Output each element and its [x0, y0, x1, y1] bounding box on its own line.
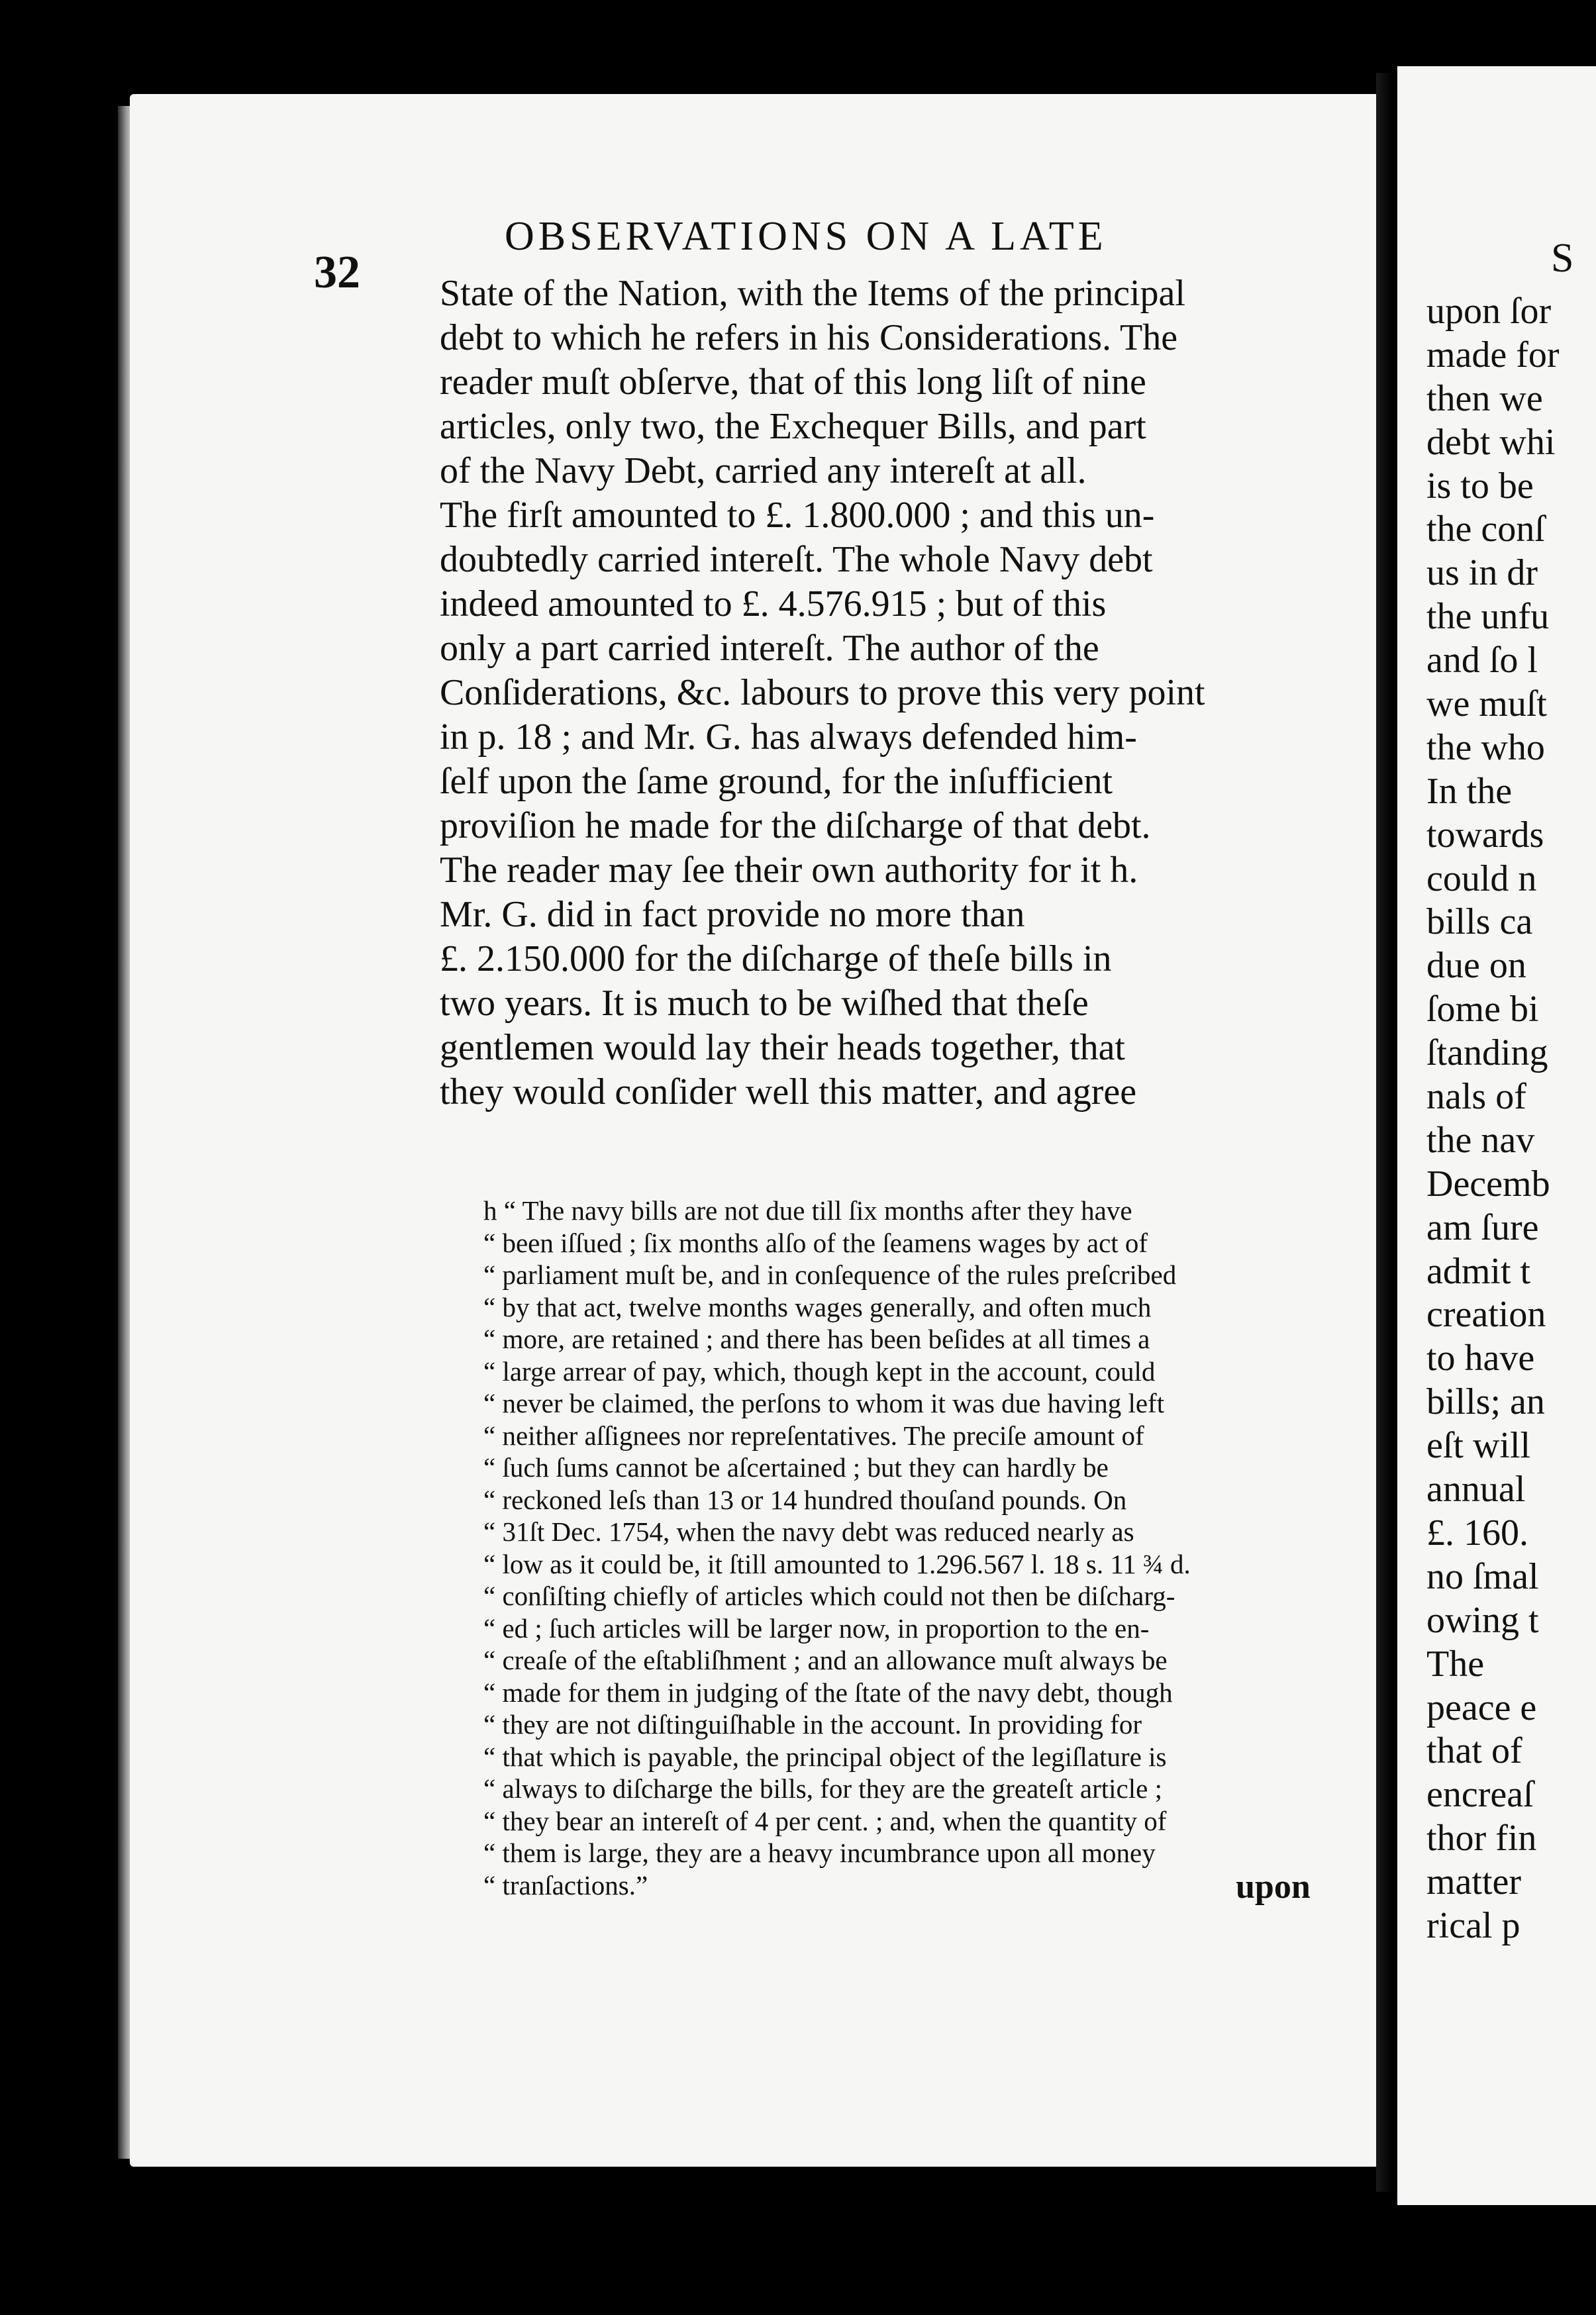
footnote-line: “ never be claimed, the perſons to whom it was due having left — [483, 1388, 1165, 1418]
right-line: matter — [1426, 1861, 1522, 1903]
right-line: bills ca — [1426, 901, 1533, 943]
right-line: thor fin — [1426, 1818, 1537, 1859]
right-page-text — [1426, 290, 1567, 1948]
right-line: is to be — [1426, 465, 1534, 507]
right-line: nals of — [1426, 1076, 1526, 1118]
right-line: owing t — [1426, 1599, 1539, 1641]
footnote-line: “ that which is payable, the principal object of the legiſlature is — [483, 1741, 1167, 1772]
footnote-line: “ neither aſſignees nor repreſentatives. The preciſe amount of — [483, 1420, 1144, 1451]
footnote — [483, 1195, 1319, 1901]
right-line: am ſure — [1426, 1207, 1539, 1248]
body-line: Mr. G. did in fact provide no more than — [440, 894, 1025, 935]
right-line: due on — [1426, 945, 1526, 987]
body-line: indeed amounted to £. 4.576.915 ; but of this — [440, 583, 1107, 624]
body-line: £. 2.150.000 for the diſcharge of theſe bills in — [440, 938, 1112, 979]
right-line: annual — [1426, 1469, 1526, 1510]
right-line: bills; an — [1426, 1381, 1545, 1423]
right-line: encreaſ — [1426, 1774, 1534, 1816]
right-line: no ſmal — [1426, 1555, 1539, 1597]
right-line: the unfu — [1426, 596, 1550, 638]
body-text — [440, 271, 1301, 1114]
body-line: ſelf upon the ſame ground, for the inſufficient — [440, 761, 1113, 802]
footnote-line: “ ſuch ſums cannot be aſcertained ; but they can hardly be — [483, 1452, 1109, 1483]
body-line: in p. 18 ; and Mr. G. has always defended him- — [440, 716, 1137, 758]
right-line: the conſ — [1426, 509, 1545, 550]
right-line: £. 160. — [1426, 1512, 1528, 1553]
right-line: the nav — [1426, 1119, 1535, 1161]
footnote-line: “ low as it could be, it ſtill amounted to 1.296.567 l. 18 s. 11 ¾ d. — [483, 1548, 1191, 1579]
right-page-head: S — [1551, 236, 1574, 281]
body-line: two years. It is much to be wiſhed that theſe — [440, 983, 1089, 1024]
footnote-line: “ creaſe of the eſtabliſhment ; and an allowance muſt always be — [483, 1645, 1168, 1675]
body-line: doubtedly carried intereſt. The whole Navy debt — [440, 539, 1153, 580]
footnote-line: “ they bear an intereſt of 4 per cent. ; and, when the quantity of — [483, 1805, 1167, 1836]
page-number: 32 — [314, 247, 360, 298]
footnote-line: “ reckoned leſs than 13 or 14 hundred thouſand pounds. On — [483, 1484, 1127, 1515]
right-line: made for — [1426, 334, 1560, 375]
right-line: upon ſor — [1426, 291, 1552, 332]
right-line: to have — [1426, 1338, 1535, 1379]
footnote-line: “ 31ſt Dec. 1754, when the navy debt was reduced nearly as — [483, 1516, 1134, 1547]
body-line: Conſiderations, &c. labours to prove this very point — [440, 672, 1205, 713]
right-line: In the — [1426, 770, 1513, 812]
right-line: the who — [1426, 726, 1545, 768]
body-line: gentlemen would lay their heads together, that — [440, 1027, 1125, 1068]
footnote-line: “ them is large, they are a heavy incumbrance upon all money — [483, 1838, 1156, 1868]
body-line: The reader may ſee their own authority for it h. — [440, 850, 1138, 891]
right-line: and ſo l — [1426, 640, 1538, 681]
right-line: admit t — [1426, 1250, 1531, 1292]
right-line: rical p — [1426, 1904, 1521, 1946]
catchword: upon — [1236, 1868, 1311, 1906]
footnote-line: “ more, are retained ; and there has been beſides at all times a — [483, 1324, 1150, 1354]
right-line: ſtanding — [1426, 1032, 1548, 1074]
footnote-line: “ been iſſued ; ſix months alſo of the ſeamens wages by act of — [483, 1227, 1148, 1258]
footnote-line: “ conſiſting chiefly of articles which could not then be diſcharg- — [483, 1581, 1175, 1611]
footnote-line: “ ed ; ſuch articles will be larger now, in proportion to the en- — [483, 1612, 1150, 1644]
right-line: debt whi — [1426, 421, 1556, 463]
footnote-line: “ they are not diſtinguiſhable in the account. In providing for — [483, 1709, 1142, 1740]
right-line: creation — [1426, 1294, 1546, 1336]
right-line: then we — [1426, 377, 1543, 419]
body-line: State of the Nation, with the Items of the principal — [440, 273, 1185, 314]
body-line: they would conſider well this matter, and agree — [440, 1071, 1137, 1112]
right-line: peace e — [1426, 1687, 1537, 1728]
right-line: that of — [1426, 1730, 1522, 1772]
footnote-line: “ large arrear of pay, which, though kept in the account, could — [483, 1355, 1156, 1387]
footnote-line: “ made for them in judging of the ſtate of the navy debt, though — [483, 1677, 1173, 1708]
body-line: The firſt amounted to £. 1.800.000 ; and this un- — [440, 495, 1155, 536]
body-line: debt to which he refers in his Considerations. The — [440, 317, 1178, 358]
right-line: Decemb — [1426, 1163, 1550, 1205]
body-line: only a part carried intereſt. The author of the — [440, 628, 1099, 669]
body-line: proviſion he made for the diſcharge of that debt. — [440, 805, 1151, 846]
footnote-line: “ by that act, twelve months wages generally, and often much — [483, 1291, 1152, 1322]
body-line: of the Navy Debt, carried any intereſt at all. — [440, 450, 1087, 491]
right-line: us in dr — [1426, 552, 1538, 594]
body-line: reader muſt obſerve, that of this long liſt of nine — [440, 362, 1146, 403]
footnote-line: “ always to diſcharge the bills, for they are the greateſt article ; — [483, 1773, 1162, 1804]
footnote-line: h “ The navy bills are not due till ſix months after they have — [483, 1195, 1132, 1226]
right-line: The — [1426, 1643, 1485, 1685]
footnote-line: “ tranſactions.” — [483, 1869, 648, 1900]
right-line: towards — [1426, 814, 1544, 856]
right-line: could n — [1426, 858, 1537, 899]
right-line: ſome bi — [1426, 989, 1539, 1030]
right-line: eſt will — [1426, 1425, 1531, 1467]
footnote-line: “ parliament muſt be, and in conſequence of the rules preſcribed — [483, 1259, 1177, 1290]
running-head: OBSERVATIONS ON A LATE — [505, 214, 1107, 259]
body-line: articles, only two, the Exchequer Bills, and part — [440, 406, 1146, 447]
right-line: we muſt — [1426, 683, 1547, 725]
